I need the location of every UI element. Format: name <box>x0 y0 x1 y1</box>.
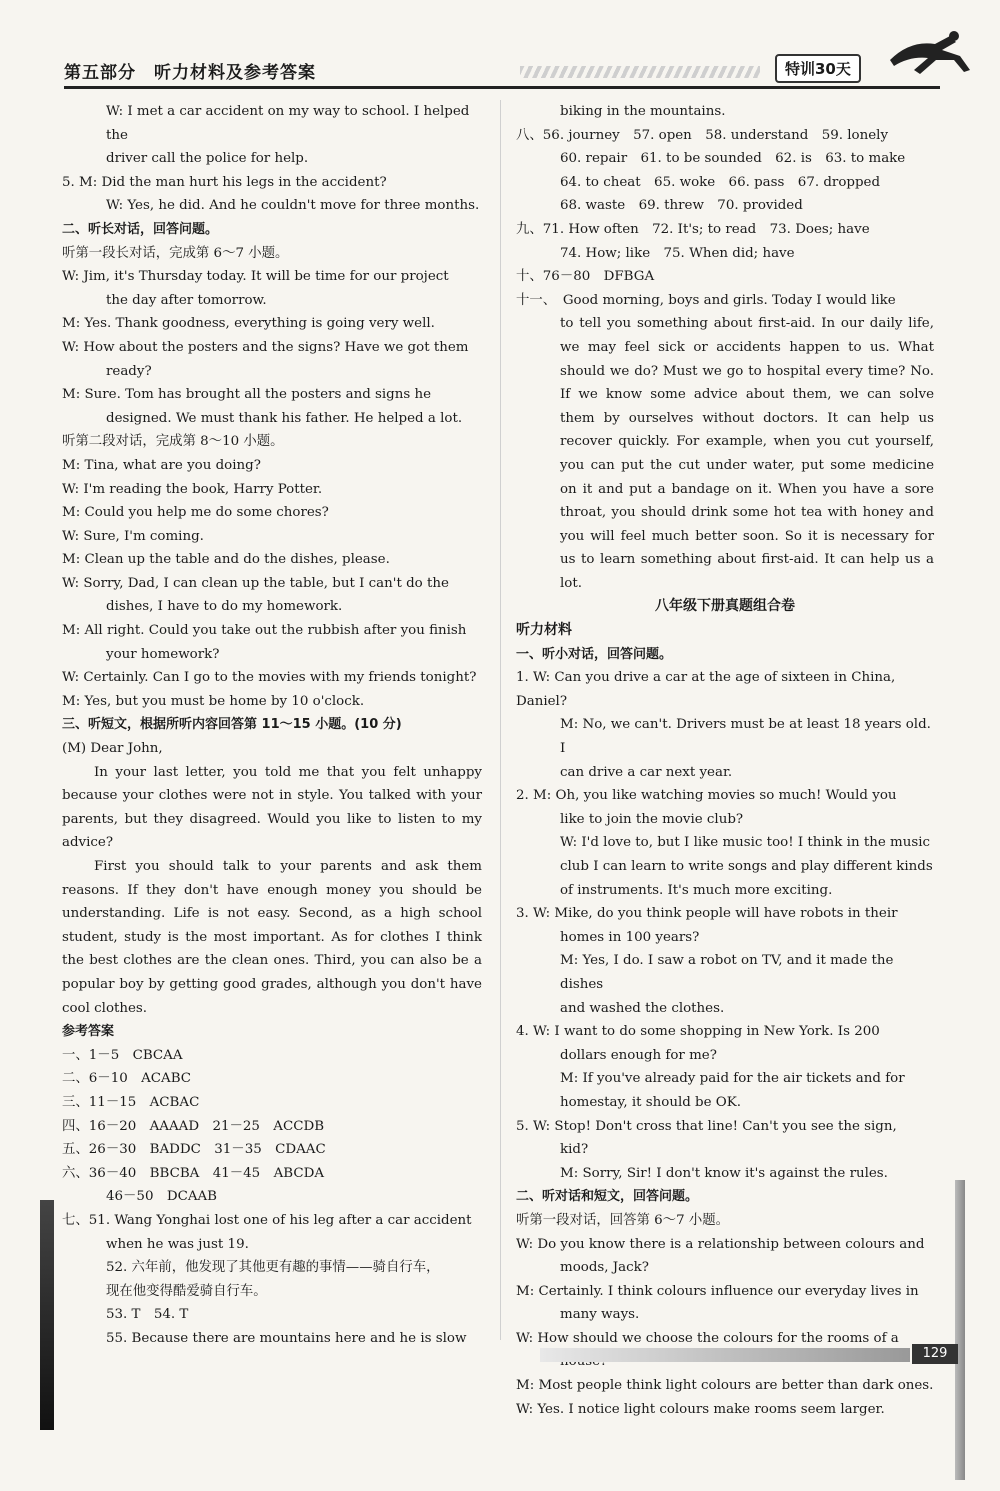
left-text-line: your homework? <box>106 646 220 662</box>
left-text-line: M: Could you help me do some chores? <box>62 505 329 521</box>
left-text-line: designed. We must thank his father. He helped a lot. <box>106 410 463 426</box>
left-text-line: W: How about the posters and the signs? Have we got them <box>62 339 469 355</box>
right-text-line: homestay, it should be OK. <box>560 1094 742 1110</box>
left-text-line: 五、26－30 BADDC 31－35 CDAAC <box>62 1142 326 1158</box>
header-rule <box>64 86 940 89</box>
left-text-line: M: Tina, what are you doing? <box>62 457 261 473</box>
left-text-line: 53. T 54. T <box>106 1307 189 1323</box>
right-text-line: and washed the clothes. <box>560 1000 725 1016</box>
left-text-line: when he was just 19. <box>106 1236 249 1252</box>
left-text-line: In your last letter, you told me that you felt unhappy because your clothes were not in style. You talked with your parents, but they disagreed. Would you like to listen to my advice? <box>62 764 482 851</box>
left-text-line: W: I met a car accident on my way to school. I helped the <box>106 104 470 143</box>
left-text-line: 52. 六年前，他发现了其他更有趣的事情——骑自行车， <box>106 1260 440 1276</box>
left-text-line: 二、6－10 ACABC <box>62 1071 192 1087</box>
left-text-line: 听第二段对话，完成第 8～10 小题。 <box>62 434 284 450</box>
right-text-line: M: If you've already paid for the air tickets and for <box>560 1071 905 1087</box>
right-text-line: 十、76－80 DFBGA <box>516 269 655 285</box>
right-text-line: 74. How; like 75. When did; have <box>560 245 795 261</box>
page-edge-shadow <box>40 1200 54 1430</box>
left-text-line: 三、听短文，根据所听内容回答第 11～15 小题。(10 分) <box>62 717 402 733</box>
left-text-line: the day after tomorrow. <box>106 292 267 308</box>
left-text-line: M: Clean up the table and do the dishes, please. <box>62 552 390 568</box>
page-edge-shadow-right <box>955 1180 965 1480</box>
page-header <box>40 52 940 88</box>
right-text-line: 5. W: Stop! Don't cross that line! Can't you see the sign, <box>516 1118 897 1134</box>
right-text-line: W: Yes. I notice light colours make rooms seem larger. <box>516 1401 885 1417</box>
right-text-line: 64. to cheat 65. woke 66. pass 67. dropped <box>560 174 881 190</box>
right-text-line: of instruments. It's much more exciting. <box>560 882 833 898</box>
runner-icon <box>880 30 975 80</box>
right-text-line: 一、听小对话，回答问题。 <box>516 646 673 662</box>
right-text-line: 68. waste 69. threw 70. provided <box>560 198 803 214</box>
right-text-line: 4. W: I want to do some shopping in New York. Is 200 <box>516 1024 880 1040</box>
right-text-line: 九、71. How often 72. It's; to read 73. Does; have <box>516 221 870 237</box>
left-column <box>62 100 482 1350</box>
left-text-line: W: Certainly. Can I go to the movies with my friends tonight? <box>62 670 477 686</box>
right-text-line: like to join the movie club? <box>560 811 744 827</box>
left-text-line: M: All right. Could you take out the rubbish after you finish <box>62 623 467 639</box>
right-text-line: 1. W: Can you drive a car at the age of sixteen in China, Daniel? <box>516 670 896 709</box>
right-text-line: M: Most people think light colours are better than dark ones. <box>516 1378 934 1394</box>
right-column <box>516 100 934 1421</box>
right-text-line: 八、56. journey 57. open 58. understand 59. lonely <box>516 127 889 143</box>
right-text-line: M: No, we can't. Drivers must be at least 18 years old. I <box>560 717 931 757</box>
left-text-line: M: Yes. Thank goodness, everything is going very well. <box>62 316 435 332</box>
right-text-line: moods, Jack? <box>560 1260 649 1276</box>
column-divider <box>500 100 501 1340</box>
right-text-line: to tell you something about first-aid. In our daily life, we may feel sick or accidents happen to us. What should we do? Must we go to hospital every time? No. If we know some advice about them, we can solve them by ourselves without doctors. It can help us recover quickly. For example, when you cut yourself, you can put the cut under water, put some medicine on it and put a bandage on it. When you have a sore throat, you should drink some hot tea with honey and you will feel much better soon. So it is necessary for us to learn something about first-aid. It can help us a lot. <box>560 316 934 591</box>
left-text-line: W: I'm reading the book, Harry Potter. <box>62 481 323 497</box>
left-text-line: 5. M: Did the man hurt his legs in the accident? <box>62 174 387 190</box>
left-text-line: 七、51. Wang Yonghai lost one of his leg after a car accident <box>62 1212 472 1228</box>
left-text-line: W: Sure, I'm coming. <box>62 528 204 544</box>
left-text-line: M: Sure. Tom has brought all the posters and signs he <box>62 387 432 403</box>
left-text-line: dishes, I have to do my homework. <box>106 599 343 615</box>
left-text-line: 四、16－20 AAAAD 21－25 ACCDB <box>62 1118 325 1134</box>
left-text-line: 一、1－5 CBCAA <box>62 1047 183 1063</box>
series-badge: 特训30天 <box>775 54 861 83</box>
section-title: 第五部分 听力材料及参考答案 <box>64 63 316 83</box>
right-text-line: dollars enough for me? <box>560 1047 717 1063</box>
left-text-line: 三、11－15 ACBAC <box>62 1094 200 1110</box>
right-text-line: 听力材料 <box>516 622 572 639</box>
left-text-line: W: Jim, it's Thursday today. It will be time for our project <box>62 269 449 285</box>
left-text-line: M: Yes, but you must be home by 10 o'clock. <box>62 693 365 709</box>
left-text-line: 46－50 DCAAB <box>106 1189 218 1205</box>
left-text-line: 55. Because there are mountains here and he is slow <box>106 1330 467 1346</box>
right-text-line: 八年级下册真题组合卷 <box>655 598 795 615</box>
right-text-line: W: How should we choose the colours for the rooms of a <box>516 1330 899 1346</box>
right-text-line: M: Sorry, Sir! I don't know it's against the rules. <box>560 1165 888 1181</box>
right-text-line: 2. M: Oh, you like watching movies so much! Would you <box>516 788 897 804</box>
right-text-line: M: Certainly. I think colours influence our everyday lives in <box>516 1283 919 1299</box>
right-text-line: can drive a car next year. <box>560 764 733 780</box>
left-text-line: driver call the police for help. <box>106 151 309 167</box>
left-text-line: 二、听长对话，回答问题。 <box>62 221 219 237</box>
right-text-line: M: Yes, I do. I saw a robot on TV, and it made the dishes <box>560 953 894 992</box>
left-text-line: W: Sorry, Dad, I can clean up the table, but I can't do the <box>62 575 449 591</box>
left-text-line: ready? <box>106 363 152 379</box>
header-stripe-decoration <box>520 66 760 78</box>
right-text-line: 十一、 Good morning, boys and girls. Today I would like <box>516 292 896 308</box>
left-text-line: W: Yes, he did. And he couldn't move for three months. <box>106 198 480 214</box>
right-text-line: many ways. <box>560 1307 640 1323</box>
page-number: 129 <box>912 1344 958 1364</box>
left-text-line: 六、36－40 BBCBA 41－45 ABCDA <box>62 1165 324 1181</box>
right-text-line: club I can learn to write songs and play different kinds <box>560 859 933 874</box>
right-text-line: 3. W: Mike, do you think people will have robots in their <box>516 906 898 922</box>
right-text-line: biking in the mountains. <box>560 104 726 119</box>
right-text-line: 二、听对话和短文，回答问题。 <box>516 1189 699 1205</box>
right-text-line: 60. repair 61. to be sounded 62. is 63. to make <box>560 151 906 167</box>
left-text-line: 现在他变得酷爱骑自行车。 <box>106 1283 267 1299</box>
left-text-line: 参考答案 <box>62 1024 115 1040</box>
left-text-line: First you should talk to your parents and ask them reasons. If they don't have enough money you should be understanding. Life is not easy. Second, as a high school student, study is the most important. As for clothes I think the best clothes are the clean ones. Third, you can also be a popular boy by getting good grades, although you don't have cool clothes. <box>62 859 482 1016</box>
footer-bar <box>540 1348 910 1362</box>
right-text-line: homes in 100 years? <box>560 929 700 945</box>
right-text-line: W: Do you know there is a relationship between colours and <box>516 1236 925 1252</box>
right-text-line: W: I'd love to, but I like music too! I think in the music <box>560 835 930 851</box>
right-text-line: 听第一段对话，回答第 6～7 小题。 <box>516 1212 730 1228</box>
left-text-line: (M) Dear John, <box>62 741 163 757</box>
left-text-line: 听第一段长对话，完成第 6～7 小题。 <box>62 245 289 261</box>
right-text-line: kid? <box>560 1142 589 1158</box>
